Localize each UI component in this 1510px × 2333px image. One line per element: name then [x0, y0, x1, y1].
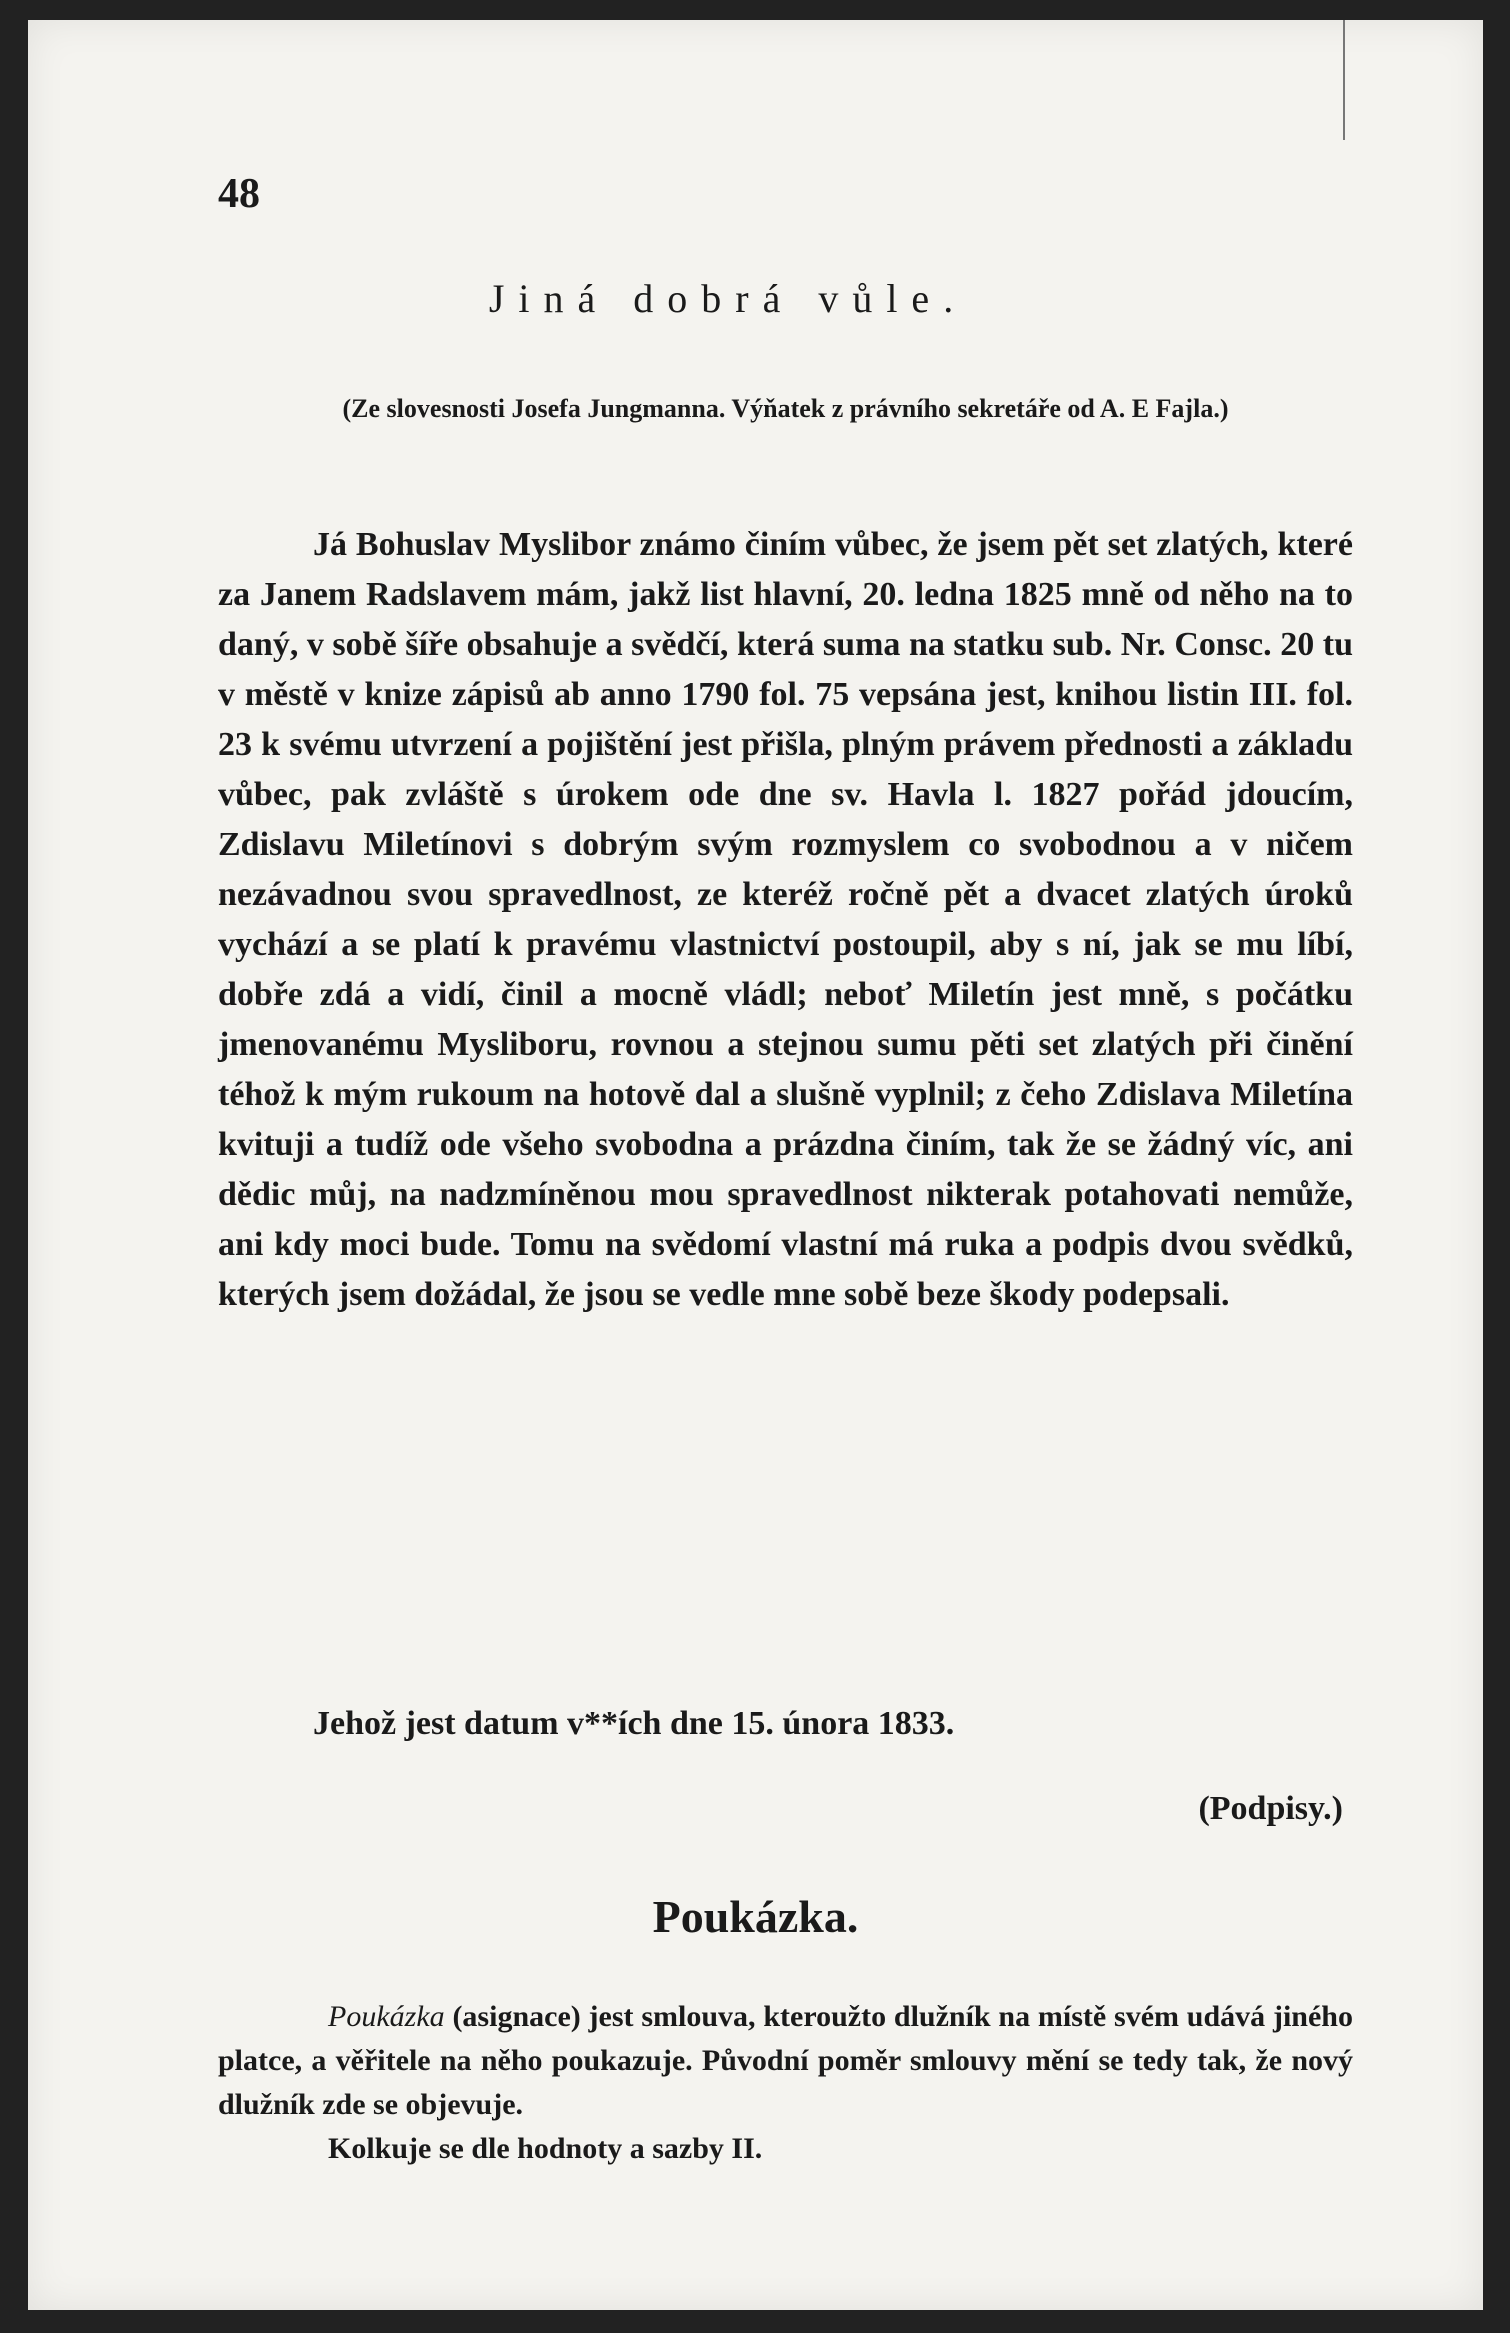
page-number: 48 — [218, 171, 260, 217]
page-title: Jiná dobrá vůle. — [488, 276, 968, 321]
section-paragraph-1-rest: (asignace) jest smlouva, kteroužto dlužník na místě svém udává jiného platce, a věřitele na něho poukazuje. Původní poměr smlouvy mění se tedy tak, že nový dlužník zde se objevuje. — [218, 2000, 1353, 2121]
section-paragraph-2: Kolkuje se dle hodnoty a sazby II. — [328, 2132, 763, 2165]
scan-edge-mark — [1343, 20, 1345, 140]
section-term: Poukázka — [328, 2000, 445, 2033]
main-text-block — [218, 520, 1353, 1320]
source-note: (Ze slovesnosti Josefa Jungmanna. Výňatek z právního sekretáře od A. E Fajla.) — [342, 394, 1229, 423]
main-paragraph: Já Bohuslav Myslibor známo činím vůbec, že jsem pět set zlatých, které za Janem Radslavem mám, jakž list hlavní, 20. ledna 1825 mně od něho na to daný, v sobě šíře obsahuje a svědčí, která suma na statku sub. Nr. Consc. 20 tu v městě v knize zápisů ab anno 1790 fol. 75 vepsána jest, knihou listin III. fol. 23 k svému utvrzení a pojištění jest přišla, plným právem přednosti a základu vůbec, pak zvláště s úrokem ode dne sv. Havla l. 1827 pořád jdoucím, Zdislavu Miletínovi s dobrým svým rozmyslem co svobodnou a v ničem nezávadnou svou spravedlnost, ze kteréž ročně pět a dvacet zlatých úroků vychází a se platí k pravému vlastnictví postoupil, aby s ní, jak se mu líbí, dobře zdá a vidí, činil a mocně vládl; neboť Miletín jest mně, s počátku jmenovanému Mysliboru, rovnou a stejnou sumu pěti set zlatých při činění téhož k mým rukoum na hotově dal a slušně vyplnil; z čeho Zdislava Miletína kvituji a tudíž ode všeho svobodna a prázdna činím, tak že se žádný víc, ani dědic můj, na nadzmíněnou mou spravedlnost nikterak potahovati nemůže, ani kdy moci bude. Tomu na svědomí vlastní má ruka a podpis dvou svědků, kterých jsem dožádal, že jsou se vedle mne sobě beze škody podepsali. — [218, 526, 1353, 1313]
document-page — [28, 20, 1483, 2310]
section-paragraph-1 — [218, 1995, 1353, 2127]
signatures-note: (Podpisy.) — [1198, 1790, 1343, 1827]
section-heading: Poukázka. — [652, 1891, 859, 1942]
section-text-block — [218, 1995, 1353, 2171]
date-line: Jehož jest datum v**ích dne 15. února 1833. — [313, 1705, 955, 1742]
